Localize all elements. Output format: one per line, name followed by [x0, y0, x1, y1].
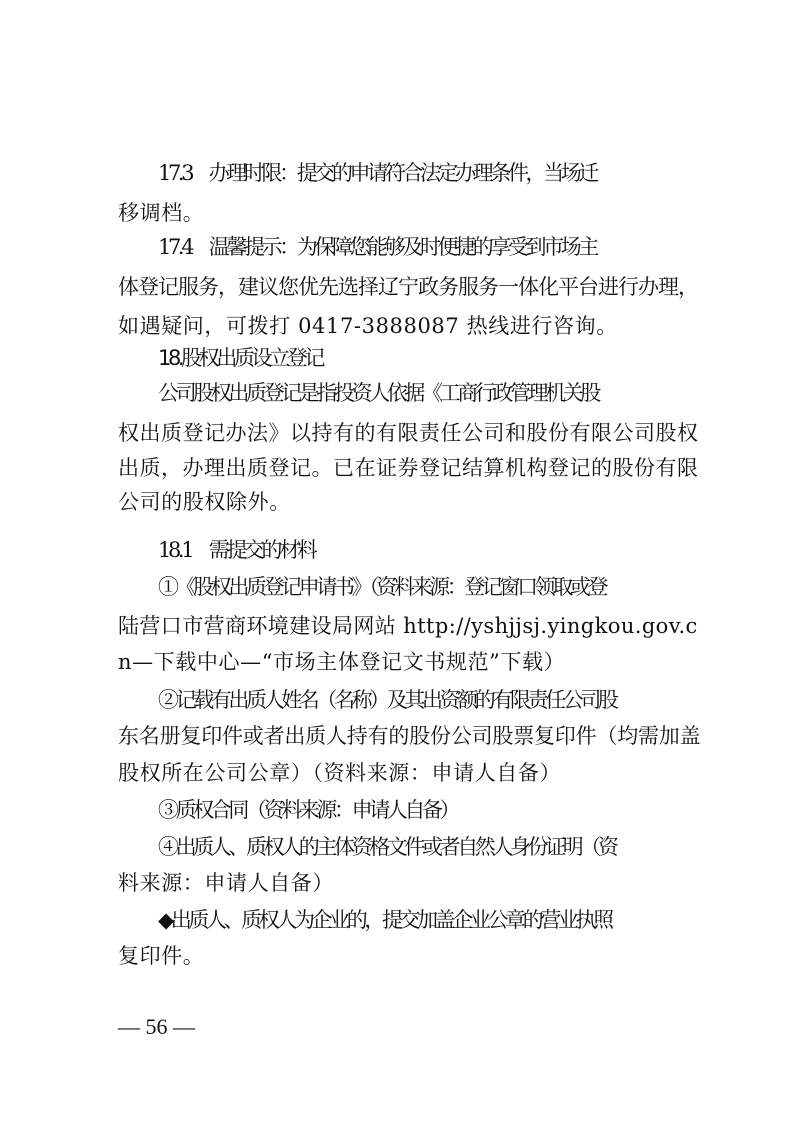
section-17-4-line-1: 17.4 温馨提示：为保障您能够及时便捷的享受到市场主 — [158, 235, 596, 259]
section-18-intro-line-4: 公司的股权除外。 — [118, 490, 291, 514]
item-3-line-1: ③质权合同（资料来源：申请人自备） — [158, 798, 458, 822]
section-17-4-line-3: 如遇疑问，可拨打 0417-3888087 热线进行咨询。 — [118, 314, 618, 338]
item-1-line-1: ①《股权出质登记申请书》（资料来源：登记窗口领取或登 — [158, 575, 606, 599]
item-1-line-3: n—下载中心—“市场主体登记文书规范”下载） — [118, 650, 566, 674]
section-18-intro-line-2: 权出质登记办法》以持有的有限责任公司和股份有限公司股权 — [118, 421, 699, 445]
item-4-line-2: 料来源：申请人自备） — [118, 871, 334, 895]
bullet-line-1: ◆出质人、质权人为企业的，提交加盖企业公章的营业执照 — [158, 908, 611, 932]
item-2-line-3: 股权所在公司公章）（资料来源：申请人自备） — [118, 761, 562, 785]
section-17-3-line-1: 17.3 办理时限：提交的申请符合法定办理条件，当场迁 — [158, 161, 596, 185]
section-18-1-heading: 18.1 需提交的材料 — [158, 538, 315, 562]
page-number: — 56 — — [118, 1014, 195, 1039]
item-4-line-1: ④出质人、质权人的主体资格文件或者自然人身份证明（资 — [158, 835, 616, 859]
item-2-line-1: ②记载有出质人姓名（名称）及其出资额的有限责任公司股 — [158, 688, 616, 712]
bullet-line-2: 复印件。 — [118, 944, 205, 968]
section-18-intro-line-3: 出质，办理出质登记。已在证券登记结算机构登记的股份有限 — [118, 456, 699, 480]
section-18-intro-line-1: 公司股权出质登记是指投资人依据《工商行政管理机关股 — [158, 381, 598, 405]
section-18-heading: 18.股权出质设立登记 — [158, 346, 322, 370]
section-17-3-line-2: 移调档。 — [118, 201, 205, 225]
item-2-line-2: 东名册复印件或者出质人持有的股份公司股票复印件（均需加盖 — [118, 724, 701, 748]
section-17-4-line-2: 体登记服务，建议您优先选择辽宁政务服务一体化平台进行办理， — [118, 275, 698, 299]
item-1-line-2: 陆营口市营商环境建设局网站 http://yshjjsj.yingkou.gov.c — [118, 614, 698, 638]
